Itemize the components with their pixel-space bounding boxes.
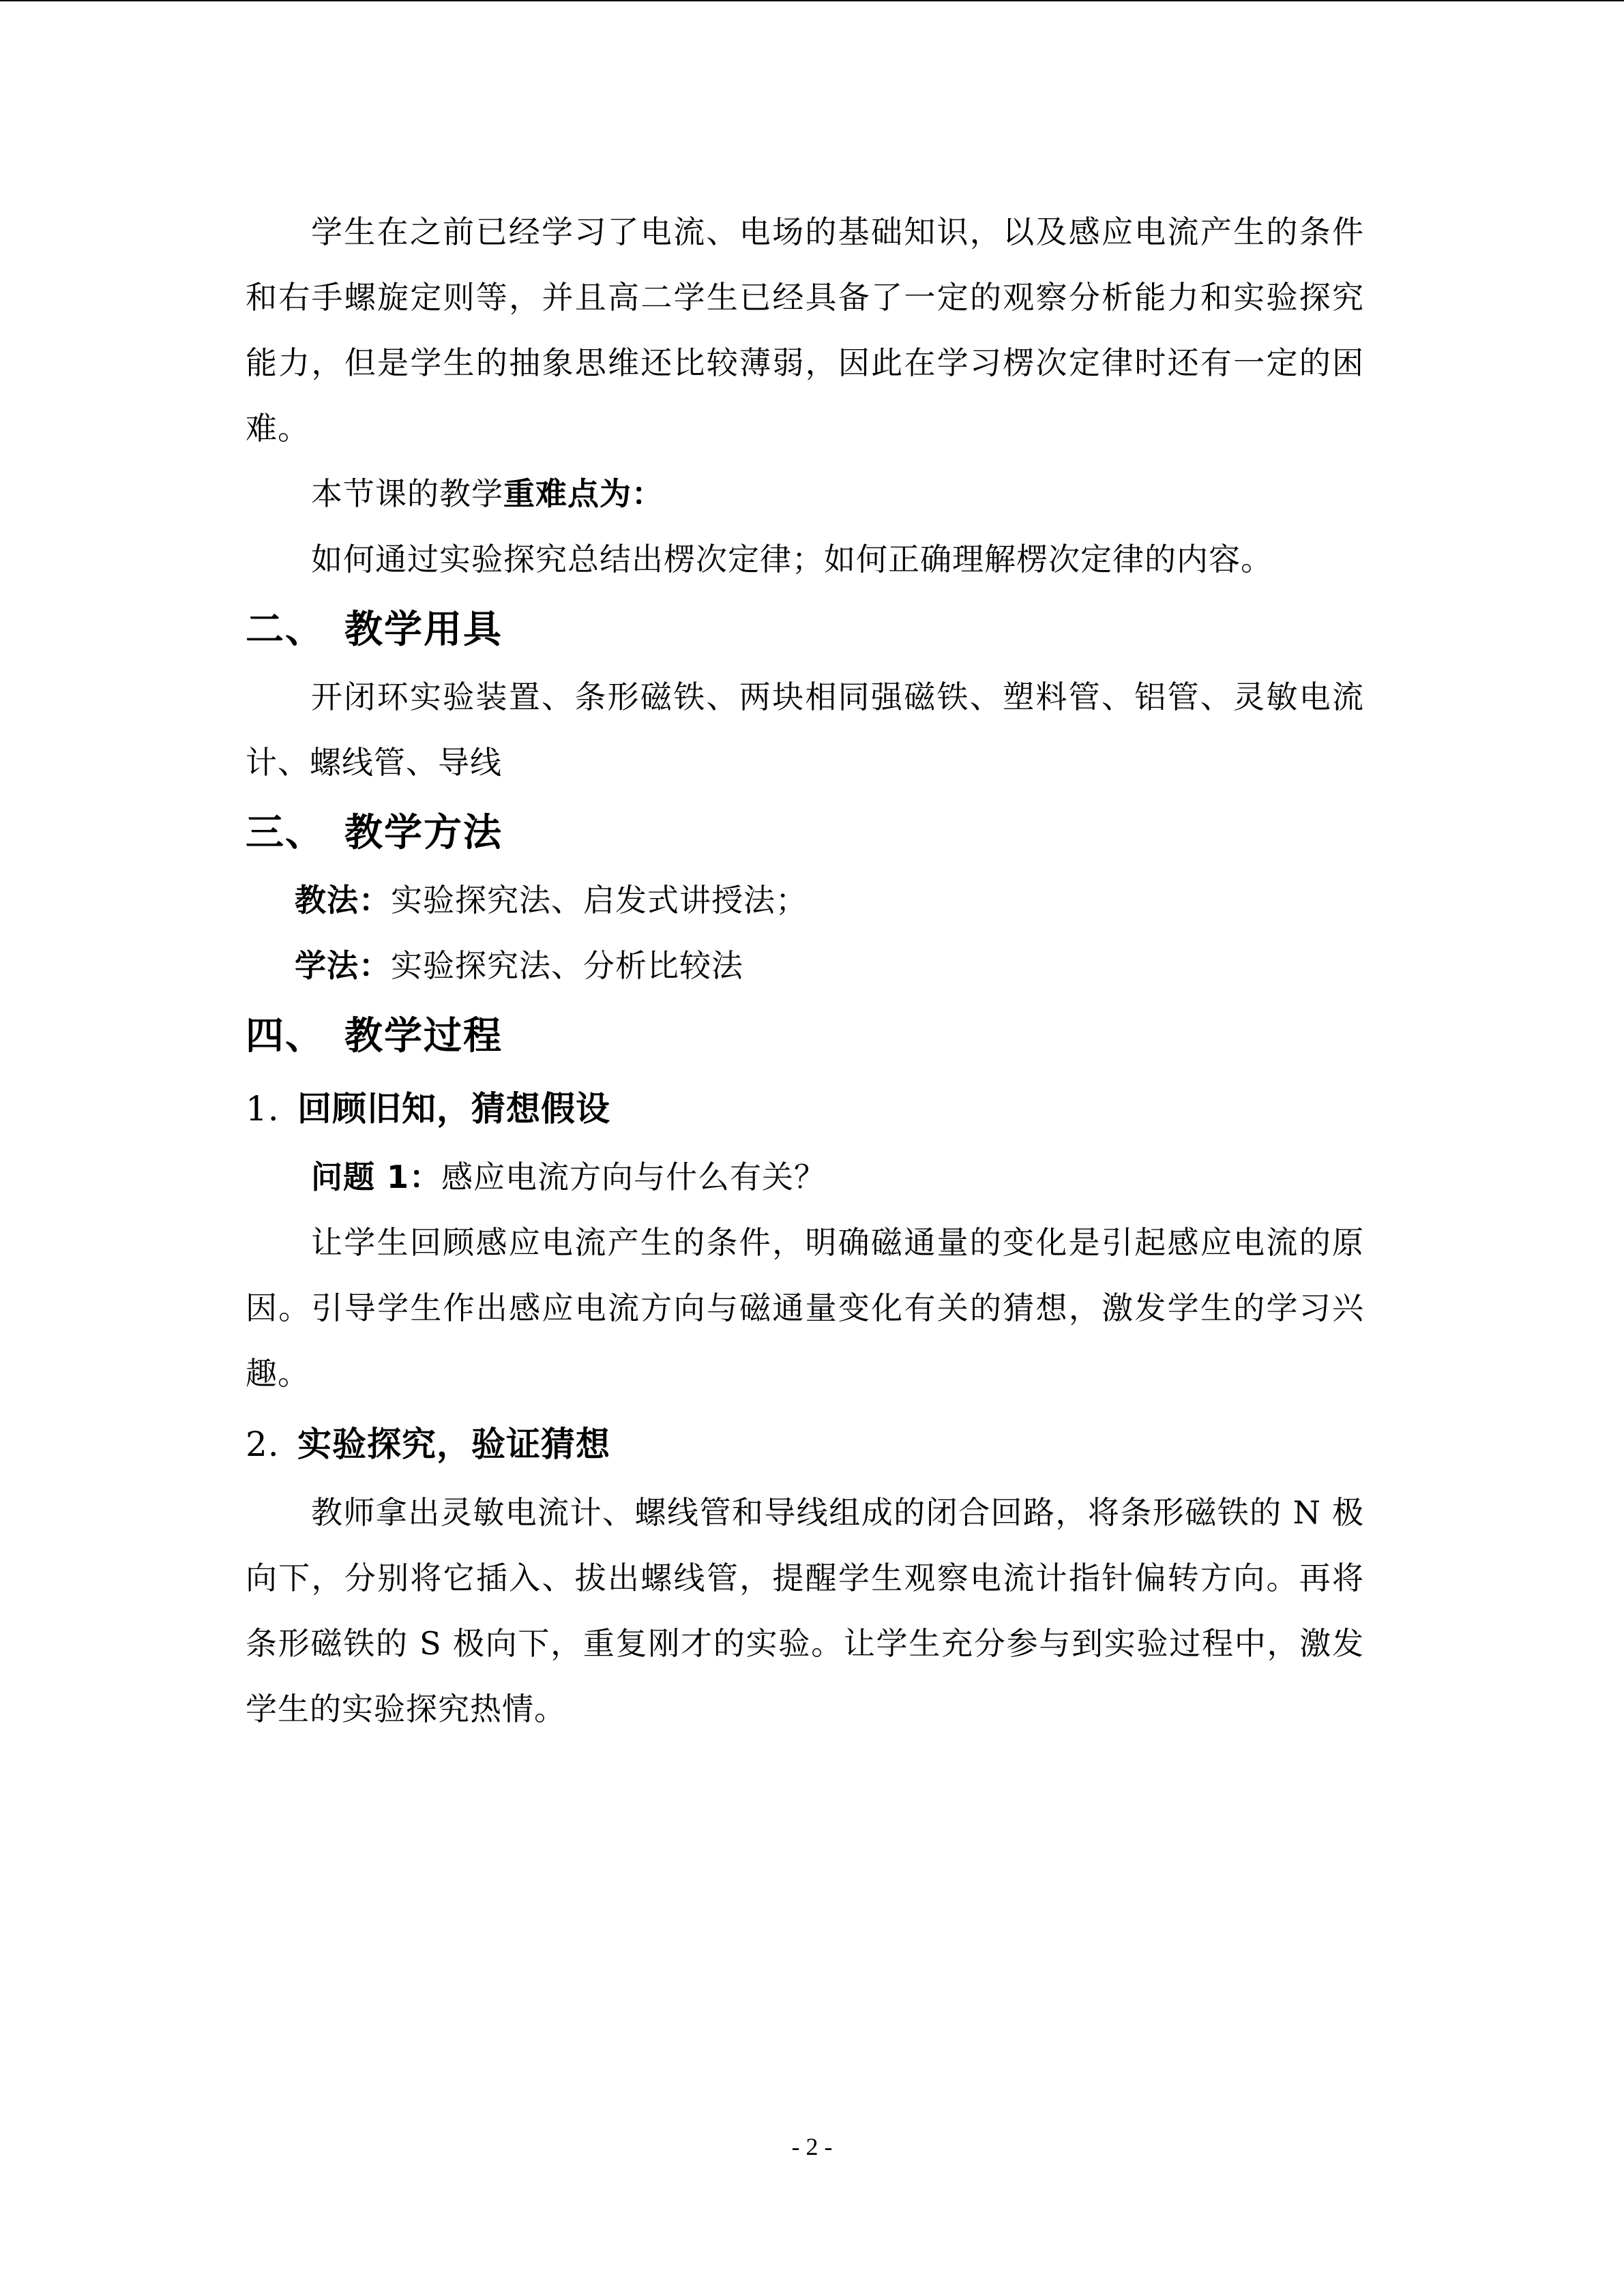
section-3-heading [246,799,1364,867]
question-1-text: 感应电流方向与什么有关？ [441,1159,827,1195]
section-4-title: 教学过程 [344,1014,503,1058]
step-2-paragraph: 教师拿出灵敏电流计、螺线管和导线组成的闭合回路，将条形磁铁的 N 极向下，分别将它插入、拔出螺线管，提醒学生观察电流计指针偏转方向。再将条形磁铁的 S 极向下，重复刚才的实验。让学生充分参与到实验过程中，激发学生的实验探究热情。 [246,1494,1364,1727]
question-1-line [246,1144,1364,1210]
step-2-number: 2. [246,1425,280,1464]
step-1-title: 回顾旧知，猜想假设 [297,1089,610,1129]
section-2-number: 二、 [246,608,325,652]
section-4-heading [246,1002,1364,1071]
page-content [246,199,1364,1742]
question-1-label: 问题 1： [311,1159,442,1195]
key-points-bold: 重难点为： [503,475,664,512]
section-3-number: 三、 [246,811,325,855]
section-2-heading [246,596,1364,664]
learning-method-value: 实验探究法、分析比较法 [391,947,743,984]
key-points-heading [246,461,1364,526]
step-1-heading [246,1073,1364,1144]
page-number: - 2 - [791,2133,833,2160]
learning-method-label: 学法： [295,947,391,984]
learning-method-line [246,933,1364,998]
section-4-number: 四、 [246,1014,325,1058]
step-1-number: 1. [246,1089,280,1129]
section-2-content: 开闭环实验装置、条形磁铁、两块相同强磁铁、塑料管、铝管、灵敏电流计、螺线管、导线 [246,679,1364,781]
step-2-title: 实验探究，验证猜想 [297,1425,610,1464]
teaching-method-value: 实验探究法、启发式讲授法； [391,882,808,919]
step-1-paragraph: 让学生回顾感应电流产生的条件，明确磁通量的变化是引起感应电流的原因。引导学生作出感应电流方向与磁通量变化有关的猜想，激发学生的学习兴趣。 [246,1224,1364,1392]
step-2-heading [246,1409,1364,1480]
key-points-content: 如何通过实验探究总结出楞次定律；如何正确理解楞次定律的内容。 [311,541,1273,578]
key-points-prefix: 本节课的教学 [311,475,503,512]
section-3-title: 教学方法 [344,811,503,855]
teaching-method-line [246,867,1364,933]
teaching-method-label: 教法： [295,882,391,919]
section-2-title: 教学用具 [344,608,503,652]
intro-paragraph: 学生在之前已经学习了电流、电场的基础知识，以及感应电流产生的条件和右手螺旋定则等，并且高二学生已经具备了一定的观察分析能力和实验探究能力，但是学生的抽象思维还比较薄弱，因此在学习楞次定律时还有一定的困难。 [246,213,1364,447]
